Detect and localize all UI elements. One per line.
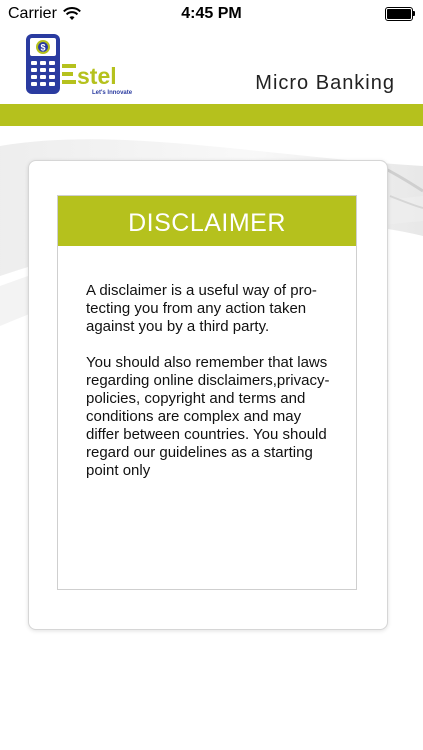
carrier-label: Carrier bbox=[8, 5, 57, 22]
disclaimer-paragraph: You should also remember that laws regarding online disclaimers,privacy-policies, copyright and terms and conditions are complex and may differ between countries. You should regard our guidelines as a starting point only bbox=[86, 354, 330, 479]
status-bar bbox=[0, 0, 423, 28]
svg-text:$: $ bbox=[40, 42, 46, 53]
accent-bar bbox=[0, 104, 423, 126]
disclaimer-title: DISCLAIMER bbox=[58, 196, 356, 246]
battery-icon bbox=[385, 7, 415, 21]
header-title: Micro Banking bbox=[255, 72, 395, 94]
svg-text:Let's Innovate: Let's Innovate bbox=[92, 90, 133, 96]
estel-logo bbox=[22, 34, 142, 96]
disclaimer-paragraph: A disclaimer is a useful way of pro-tecting you from any action taken against you by a third party. bbox=[86, 282, 317, 335]
disclaimer-card bbox=[28, 160, 388, 630]
svg-text:stel: stel bbox=[77, 63, 117, 89]
disclaimer-panel bbox=[57, 195, 357, 590]
disclaimer-text bbox=[86, 282, 336, 498]
app-header bbox=[0, 28, 423, 104]
status-time: 4:45 PM bbox=[181, 5, 242, 22]
